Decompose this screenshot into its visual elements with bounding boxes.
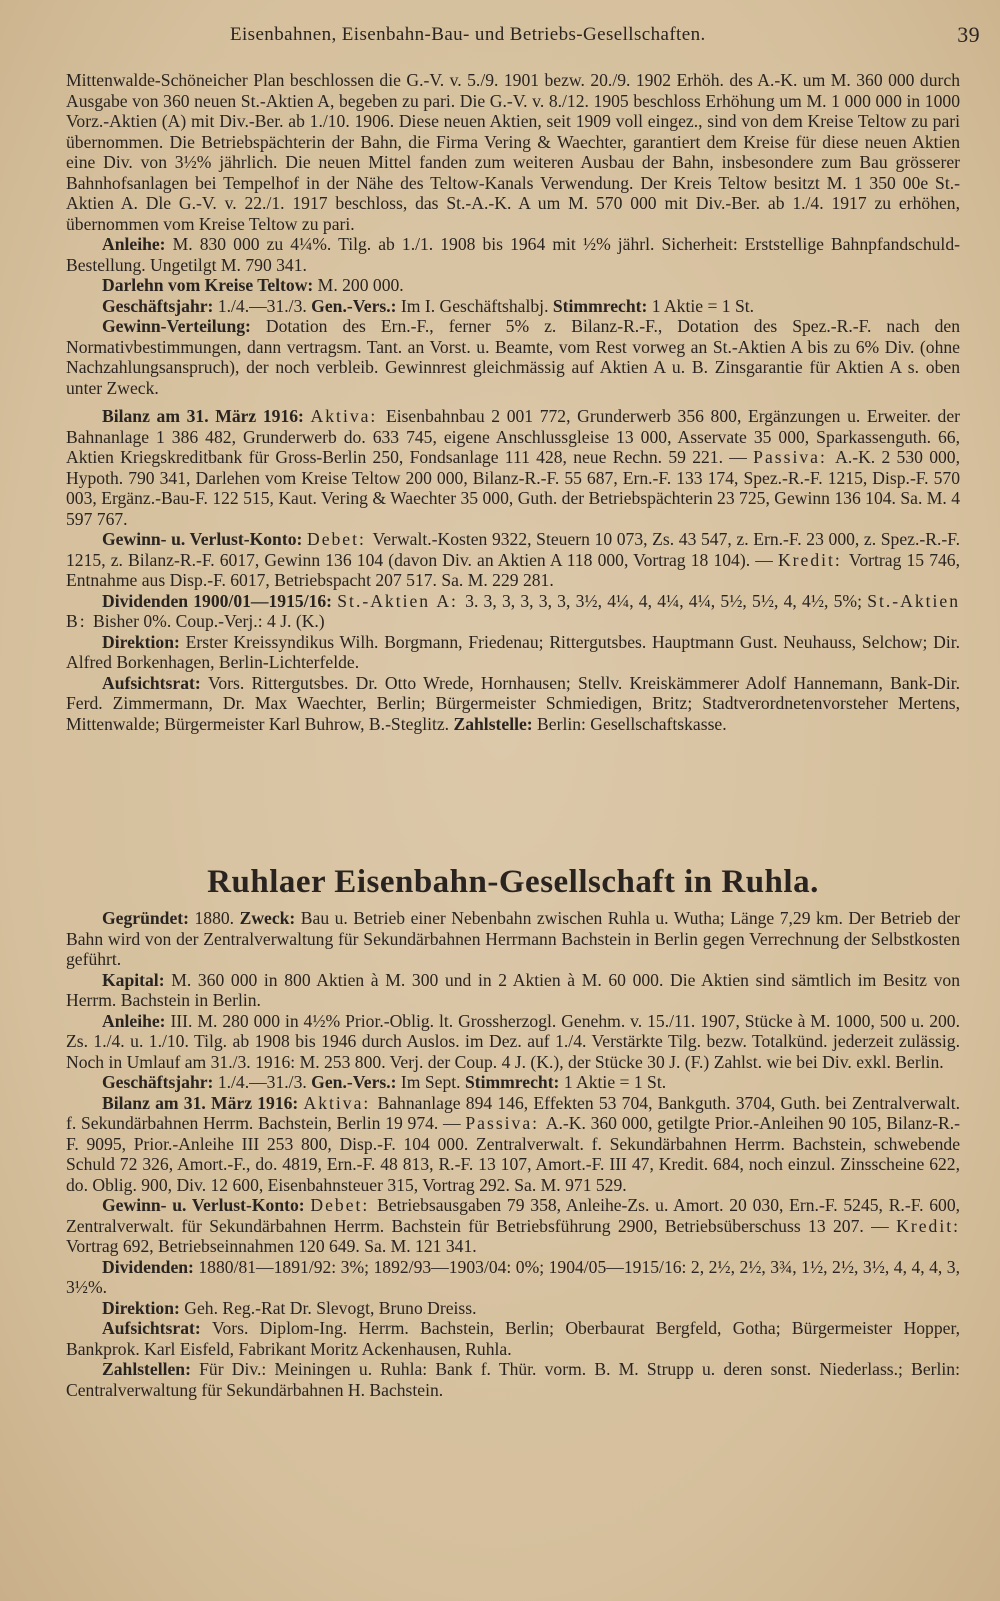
field-label: Direktion: <box>102 1297 185 1318</box>
field-label: Bilanz am 31. März 1916: <box>102 406 311 426</box>
body-text: Bahnanlage 894 146, Effekten 53 704, Bankguth. 3704, Guth. bei Zentralverwalt. f. Sekundärbahnen Herrm. Bachstein, Berlin 19 974. — <box>66 1092 960 1133</box>
body-text: Erster Kreissyndikus Wilh. Borgmann, Friedenau; Rittergutsbes. Hauptmann Gust. Neuhauss, Selchow; Dir. Alfred Borkenhagen, Berlin-Lichterfelde. <box>66 631 960 672</box>
paragraph <box>66 632 960 673</box>
field-label: Zahlstelle: <box>453 713 538 734</box>
field-label: Gen.-Vers.: <box>311 295 401 316</box>
field-label: Anleihe: <box>102 234 173 254</box>
field-label: Bilanz am 31. März 1916: <box>102 1092 304 1113</box>
field-label: Dividenden 1900/01—1915/16: <box>102 590 338 611</box>
section-ruhlaer-eisenbahn <box>66 862 960 1400</box>
paragraph <box>66 1011 960 1073</box>
body-text: Dotation des Ern.-F., ferner 5% z. Bilanz-R.-F., Dotation des Spez.-R.-F. nach den Normativbestimmungen, dann vertragsm. Tant. an Vorst. u. Beamte, vom Rest vorweg an St.-Aktien A bis zu 6% Div. (ohne Nachzahlungsanspruch), der noch verbleib. Gewinnrest gleichmässig auf Aktien A u. B. Zinsgarantie für Aktien A s. oben unter Zweck. <box>66 316 961 398</box>
body-text: Vortrag 15 746, Entnahme aus Disp.-F. 6017, Betriebspacht 207 517. Sa. M. 229 281. <box>66 549 961 590</box>
paragraph <box>66 406 960 529</box>
body-text: Geh. Reg.-Rat Dr. Slevogt, Bruno Dreiss. <box>184 1297 477 1318</box>
spaced-label: Aktiva: <box>310 406 386 426</box>
paragraph <box>66 1359 960 1400</box>
field-label: Aufsichtsrat: <box>102 672 208 693</box>
body-text: 1./4.—31./3. <box>217 1072 312 1092</box>
company-title: Ruhlaer Eisenbahn-Gesellschaft in Ruhla. <box>207 864 819 900</box>
body-text: Verwalt.-Kosten 9322, Steuern 10 073, Zs. 43 547, z. Ern.-F. 23 000, z. Spez.-R.-F. 1215, z. Bilanz-R.-F. 6017, Gewinn 136 104 (davon Div. an Aktien A 118 000, Vortrag 18 104). — <box>66 529 960 570</box>
field-label: Kapital: <box>102 969 172 990</box>
paragraph <box>66 1072 960 1093</box>
spaced-label: Debet: <box>306 529 373 549</box>
spaced-label: Passiva: <box>753 447 836 467</box>
paragraph <box>66 1318 960 1359</box>
field-label: Gewinn-Verteilung: <box>102 316 266 336</box>
field-label: Dividenden: <box>102 1256 199 1277</box>
page-header <box>230 20 980 50</box>
paragraph <box>66 1257 960 1298</box>
spaced-label: Kredit: <box>896 1215 960 1236</box>
field-label: Gewinn- u. Verlust-Konto: <box>102 529 307 549</box>
running-title: Eisenbahnen, Eisenbahn-Bau- und Betriebs-Gesellschaften. <box>230 24 706 45</box>
paragraph <box>66 70 960 234</box>
body-text: M. 830 000 zu 4¼%. Tilg. ab 1./1. 1908 bis 1964 mit ½% jährl. Sicherheit: Erststellige Bahnpfandschuld-Bestellung. Ungetilgt M. 790 341. <box>66 234 960 275</box>
field-label: Direktion: <box>102 631 186 652</box>
body-text: Bisher 0%. Coup.-Verj.: 4 J. (K.) <box>93 611 325 631</box>
spaced-label: St.-Aktien A: <box>337 590 466 611</box>
body-text: Mittenwalde-Schöneicher Plan beschlossen die G.-V. v. 5./9. 1901 bezw. 20./9. 1902 Erhöh. des A.-K. um M. 360 000 durch Ausgabe von 360 neuen St.-Aktien A, begeben zu pari. Die G.-V. v. 8./12. 1905 beschloss Erhöhung um M. 1 000 000 in 1000 Vorz.-Aktien (A) mit Div.-Ber. ab 1./10. 1906. Diese neuen Aktien, seit 1909 voll eingez., sind von dem Kreise Teltow zu pari übernommen. Die Betriebspächterin der Bahn, die Firma Vering & Waechter, garantiert dem Kreise für diese neuen Aktien eine Div. von 3½% jährlich. Die neuen Mittel fanden zum weiteren Ausbau der Bahn, insbesondere zum Bau grösserer Bahnhofsanlagen bei Tempelhof in der Nähe des Teltow-Kanals Verwendung. Der Kreis Teltow besitzt M. 1 350 00e St.-Aktien A. Dle G.-V. v. 22./1. 1917 beschloss, das St.-A.-K. A um M. 570 000 mit Div.-Ber. ab 1./4. 1917 zu erhöhen, übernommen vom Kreise Teltow zu pari. <box>66 70 960 234</box>
body-text: Berlin: Gesellschaftskasse. <box>537 713 727 734</box>
paragraph <box>66 970 960 1011</box>
spaced-label: St.-Aktien B: <box>66 590 961 631</box>
field-label: Zweck: <box>239 908 301 928</box>
body-text: 1./4.—31./3. <box>217 295 312 316</box>
body-text: 3. 3, 3, 3, 3, 3, 3½, 4¼, 4, 4¼, 4¼, 5½, 5½, 4, 4½, 5%; <box>465 590 868 611</box>
field-label: Gegründet: <box>102 908 195 928</box>
paragraph <box>66 1195 960 1257</box>
field-label: Gen.-Vers.: <box>311 1072 401 1092</box>
field-label: Stimmrecht: <box>552 295 652 316</box>
field-label: Stimmrecht: <box>464 1072 564 1092</box>
body-text: 1 Aktie = 1 St. <box>651 295 755 316</box>
field-label: Darlehn vom Kreise Teltow: <box>102 275 318 295</box>
spaced-label: Passiva: <box>465 1113 546 1133</box>
body-text: A.-K. 2 530 000, Hypoth. 790 341, Darlehen vom Kreise Teltow 200 000, Bilanz-R.-F. 55 687, Ern.-F. 133 174, Spez.-R.-F. 1215, Disp.-F. 570 003, Ergänz.-Bau-F. 122 515, Kaut. Vering & Waechter 35 000, Guth. der Betriebspächterin 23 725, Gewinn 136 104. Sa. M. 4 597 767. <box>66 447 960 529</box>
body-text: Eisenbahnbau 2 001 772, Grunderwerb 356 800, Ergänzungen u. Erweiter. der Bahnanlage 1 386 482, Grunderwerb do. 633 745, eigene Anschlussgleise 13 000, Asservate 35 000, Sparkassenguth. 66, Aktien Kriegskreditbank für Gross-Berlin 250, Fondsanlage 111 428, neue Rechn. 59 221. — <box>66 406 960 467</box>
paragraph <box>66 1093 960 1196</box>
field-label: Geschäftsjahr: <box>102 1072 218 1092</box>
body-text: M. 200 000. <box>317 275 404 295</box>
paragraph <box>66 234 960 275</box>
field-label: Aufsichtsrat: <box>102 1318 213 1338</box>
paragraph <box>66 1298 960 1319</box>
paragraph <box>66 673 960 735</box>
body-text: III. M. 280 000 in 4½% Prior.-Oblig. lt. Grossherzogl. Genehm. v. 15./11. 1907, Stücke à M. 1000, 500 u. 200. Zs. 1./4. u. 1./10. Tilg. ab 1908 bis 1946 durch Auslos. im Dez. auf 1./4. Verstärkte Tilg. bezw. Totalkünd. jederzeit zulässig. Noch in Umlauf am 31./3. 1916: M. 253 800. Verj. der Coup. 4 J. (K.), der Stücke 30 J. (F.) Zahlst. wie bei Div. exkl. Berlin. <box>66 1010 960 1072</box>
body-text: 1 Aktie = 1 St. <box>563 1072 667 1092</box>
field-label: Gewinn- u. Verlust-Konto: <box>102 1195 311 1215</box>
body-text: Vors. Rittergutsbes. Dr. Otto Wrede, Hornhausen; Stellv. Kreiskämmerer Adolf Hannemann, Bank-Dir. Ferd. Zimmermann, Dr. Max Waechter, Berlin; Bürgermeister Schmiedigen, Britz; Stadtverordnetenvorsteher Mertens, Mittenwalde; Bürgermeister Karl Buhrow, B.-Steglitz. <box>66 672 960 734</box>
body-text: M. 360 000 in 800 Aktien à M. 300 und in 2 Aktien à M. 60 000. Die Aktien sind sämtlich im Besitz von Herrm. Bachstein in Berlin. <box>66 969 960 1010</box>
body-text: 1880. <box>194 908 240 928</box>
paragraph <box>66 591 960 632</box>
body-text: Im Sept. <box>400 1072 465 1092</box>
field-label: Zahlstellen: <box>102 1359 200 1379</box>
body-text: Betriebsausgaben 79 358, Anleihe-Zs. u. Amort. 20 030, Ern.-F. 5245, R.-F. 600, Zentralverwalt. für Sekundärbahnen Herrm. Bachstein für Betriebsführung 2900, Betriebsüberschuss 13 207. — <box>66 1195 961 1236</box>
paragraph <box>66 908 960 970</box>
body-text: Vortrag 692, Betriebseinnahmen 120 649. Sa. M. 121 341. <box>66 1236 477 1256</box>
body-text: A.-K. 360 000, getilgte Prior.-Anleihen 90 105, Bilanz-R.-F. 9095, Prior.-Anleihe III 253 800, Disp.-F. 104 000. Zentralverwalt. f. Sekundärbahnen Herrm. Bachstein, schwebende Schuld 72 326, Amort.-F., do. 4819, Ern.-F. 48 813, R.-F. 13 107, Amort.-F. III 47, Kredit. 684, noch einzul. Zinsscheine 622, do. Oblig. 900, Div. 12 600, Eisenbahnsteuer 315, Vortrag 292. Sa. M. 971 529. <box>66 1113 960 1195</box>
paragraph <box>66 275 960 296</box>
body-text: Im I. Geschäftshalbj. <box>400 295 553 316</box>
body-text: Vors. Diplom-Ing. Herrm. Bachstein, Berlin; Oberbaurat Bergfeld, Gotha; Bürgermeister Hopper, Bankprok. Karl Eisfeld, Fabrikant Moritz Ackenhausen, Ruhla. <box>66 1318 961 1359</box>
body-text: 1880/81—1891/92: 3%; 1892/93—1903/04: 0%; 1904/05—1915/16: 2, 2½, 2½, 3¾, 1½, 2½, 3½, 4, 4, 4, 3, 3½%. <box>66 1256 960 1297</box>
field-label: Geschäftsjahr: <box>102 295 218 316</box>
section-continuation <box>66 70 960 734</box>
spaced-label: Debet: <box>310 1195 378 1215</box>
paragraph <box>66 529 960 591</box>
spaced-label: Aktiva: <box>303 1092 378 1113</box>
body-text: Bau u. Betrieb einer Nebenbahn zwischen Ruhla u. Wutha; Länge 7,29 km. Der Betrieb der Bahn wird von der Zentralverwaltung für Sekundärbahnen Herrmann Bachstein in Berlin gegen Verrechnung der Selbstkosten geführt. <box>66 908 961 969</box>
spaced-label: Kredit: <box>777 549 849 570</box>
field-label: Anleihe: <box>102 1010 171 1031</box>
paragraph <box>66 296 960 317</box>
paragraph <box>66 316 960 398</box>
page-number: 39 <box>957 22 980 47</box>
body-text: Für Div.: Meiningen u. Ruhla: Bank f. Thür. vorm. B. M. Strupp u. deren sonst. Niederlass.; Berlin: Centralverwaltung für Sekundärbahnen H. Bachstein. <box>66 1359 960 1400</box>
